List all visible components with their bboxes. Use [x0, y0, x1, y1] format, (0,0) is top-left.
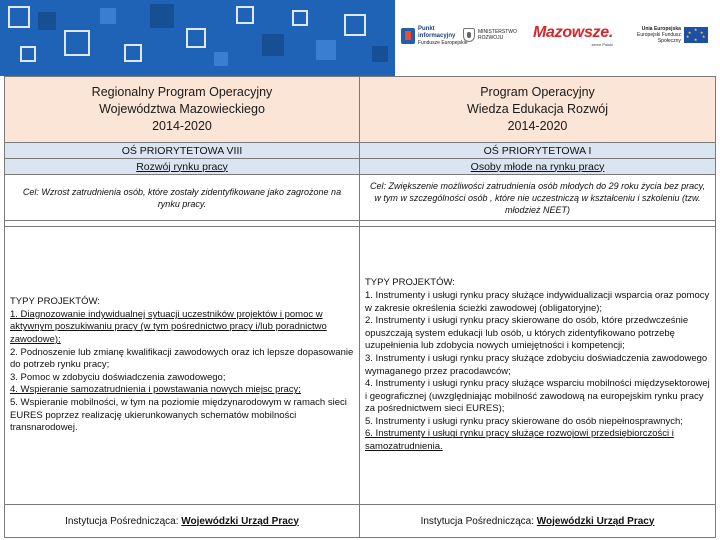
decor-square — [38, 12, 56, 30]
left-intermediate-body: Instytucja Pośrednicząca: Wojewódzki Urząd Pracy — [5, 505, 360, 538]
decor-square — [262, 34, 284, 56]
right-type-item: 5. Instrumenty i usługi rynku pracy skierowane do osób niepełnosprawnych; — [365, 415, 683, 427]
header-decoration — [0, 0, 395, 76]
decor-square — [292, 10, 308, 26]
project-types-row — [5, 227, 716, 505]
left-type-item: 1. Diagnozowanie indywidualnej sytuacji uczestników projektów i pomoc w aktywnym poszukiwaniu pracy (w tym pośrednictwo pracy i/lub poradnictwo zawodowe); — [10, 308, 327, 346]
left-priority-axis: OŚ PRIORYTETOWA VIII — [5, 143, 360, 159]
left-ip-name: Wojewódzki Urząd Pracy — [181, 515, 299, 527]
decor-square — [236, 6, 254, 24]
punkt-informacyjny-icon — [401, 28, 415, 44]
decor-square — [100, 8, 116, 24]
eagle-emblem-icon — [463, 28, 475, 42]
left-types-heading: TYPY PROJEKTÓW: — [10, 296, 100, 308]
left-objective: Cel: Wzrost zatrudnienia osób, które zostały zidentyfikowane jako zagrożone na rynku pracy. — [5, 175, 360, 221]
right-objective: Cel: Zwiększenie możliwości zatrudnienia osób młodych do 29 roku życia bez pracy, w tym w szczególności osób , które nie uczestniczą w kształceniu i szkoleniu (tzw. młodzież NEET) — [360, 175, 716, 221]
right-priority-axis: OŚ PRIORYTETOWA I — [360, 143, 716, 159]
left-type-item: 4. Wspieranie samozatrudnienia i powstawania nowych miejsc pracy; — [10, 384, 301, 396]
right-intermediate-body: Instytucja Pośrednicząca: Wojewódzki Urząd Pracy — [360, 505, 716, 538]
priority-axis-row — [5, 143, 716, 159]
mazowsze-logo: Mazowsze. serce Polski — [533, 24, 613, 47]
right-goal-label: Osoby młode na rynku pracy — [360, 159, 716, 175]
objective-row — [5, 175, 716, 221]
left-type-item: 5. Wspieranie mobilności, w tym na poziomie międzynarodowym w ramach sieci EURES poprzez realizację ukierunkowanych schematów mobilności transnarodowej. — [10, 396, 347, 434]
right-type-item: 2. Instrumenty i usługi rynku pracy skierowane do osób, które przedwcześnie opuszczają system edukacji lub osób, u których zidentyfikowano potrzebę uzupełnienia lub zdobycia nowych umiejętności i kompetencji; — [365, 315, 689, 352]
decor-square — [20, 46, 36, 62]
comparison-table — [4, 76, 716, 538]
program-title-row — [5, 77, 716, 143]
eu-flag-icon: ★ ★ ★ ★ ★ ★ — [684, 27, 708, 43]
left-goal-label: Rozwój rynku pracy — [5, 159, 360, 175]
left-type-item: 2. Podnoszenie lub zmianę kwalifikacji zawodowych oraz ich lepsze dopasowanie do potrzeb rynku pracy; — [10, 346, 354, 371]
decor-square — [124, 44, 142, 62]
decor-square — [150, 4, 174, 28]
decor-square — [8, 6, 30, 28]
intermediate-body-row — [5, 505, 716, 538]
goal-label-row — [5, 159, 716, 175]
right-program-title: Program Operacyjny Wiedza Edukacja Rozwój 2014-2020 — [360, 77, 716, 143]
decor-square — [344, 14, 366, 36]
right-type-item: 3. Instrumenty i usługi rynku pracy służące zdobyciu doświadczenia zawodowego wymaganego przez pracodawców; — [365, 352, 708, 377]
decor-square — [64, 30, 90, 56]
decor-square — [186, 28, 206, 48]
right-type-item: 1. Instrumenty i usługi rynku pracy służące indywidualizacji wsparcia oraz pomocy w zakresie określenia ścieżki zawodowej (obligatoryjne); — [365, 289, 710, 314]
decor-square — [316, 40, 336, 60]
right-types-heading: TYPY PROJEKTÓW: — [365, 277, 455, 289]
decor-square — [372, 46, 388, 62]
right-ip-name: Wojewódzki Urząd Pracy — [536, 515, 655, 527]
left-type-item: 3. Pomoc w zdobyciu doświadczenia zawodowego; — [10, 371, 226, 383]
decor-square — [214, 52, 228, 66]
left-project-types — [5, 227, 360, 505]
punkt-informacyjny-logo: Punkt informacyjny Fundusze Europejskie — [401, 26, 467, 46]
ministerstwo-logo: MINISTERSTWO ROZWOJU — [463, 28, 517, 42]
eu-logo: Unia Europejska Europejski Fundusz Społeczny ★ ★ ★ ★ ★ ★ — [637, 26, 708, 44]
right-project-types — [360, 227, 716, 505]
right-type-item: 6. Instrumenty i usługi rynku pracy służące rozwojowi przedsiębiorczości i samozatrudnienia. — [365, 428, 674, 453]
left-program-title: Regionalny Program Operacyjny Województwa Mazowieckiego 2014-2020 — [5, 77, 360, 143]
right-type-item: 4. Instrumenty i usługi rynku pracy służące wsparciu mobilności międzysektorowej i geograficznej (uwzględniając mobilność zawodową na europejskim rynku pracy za pośrednictwem sieci EURES); — [365, 378, 710, 415]
logo-bar — [395, 0, 720, 76]
